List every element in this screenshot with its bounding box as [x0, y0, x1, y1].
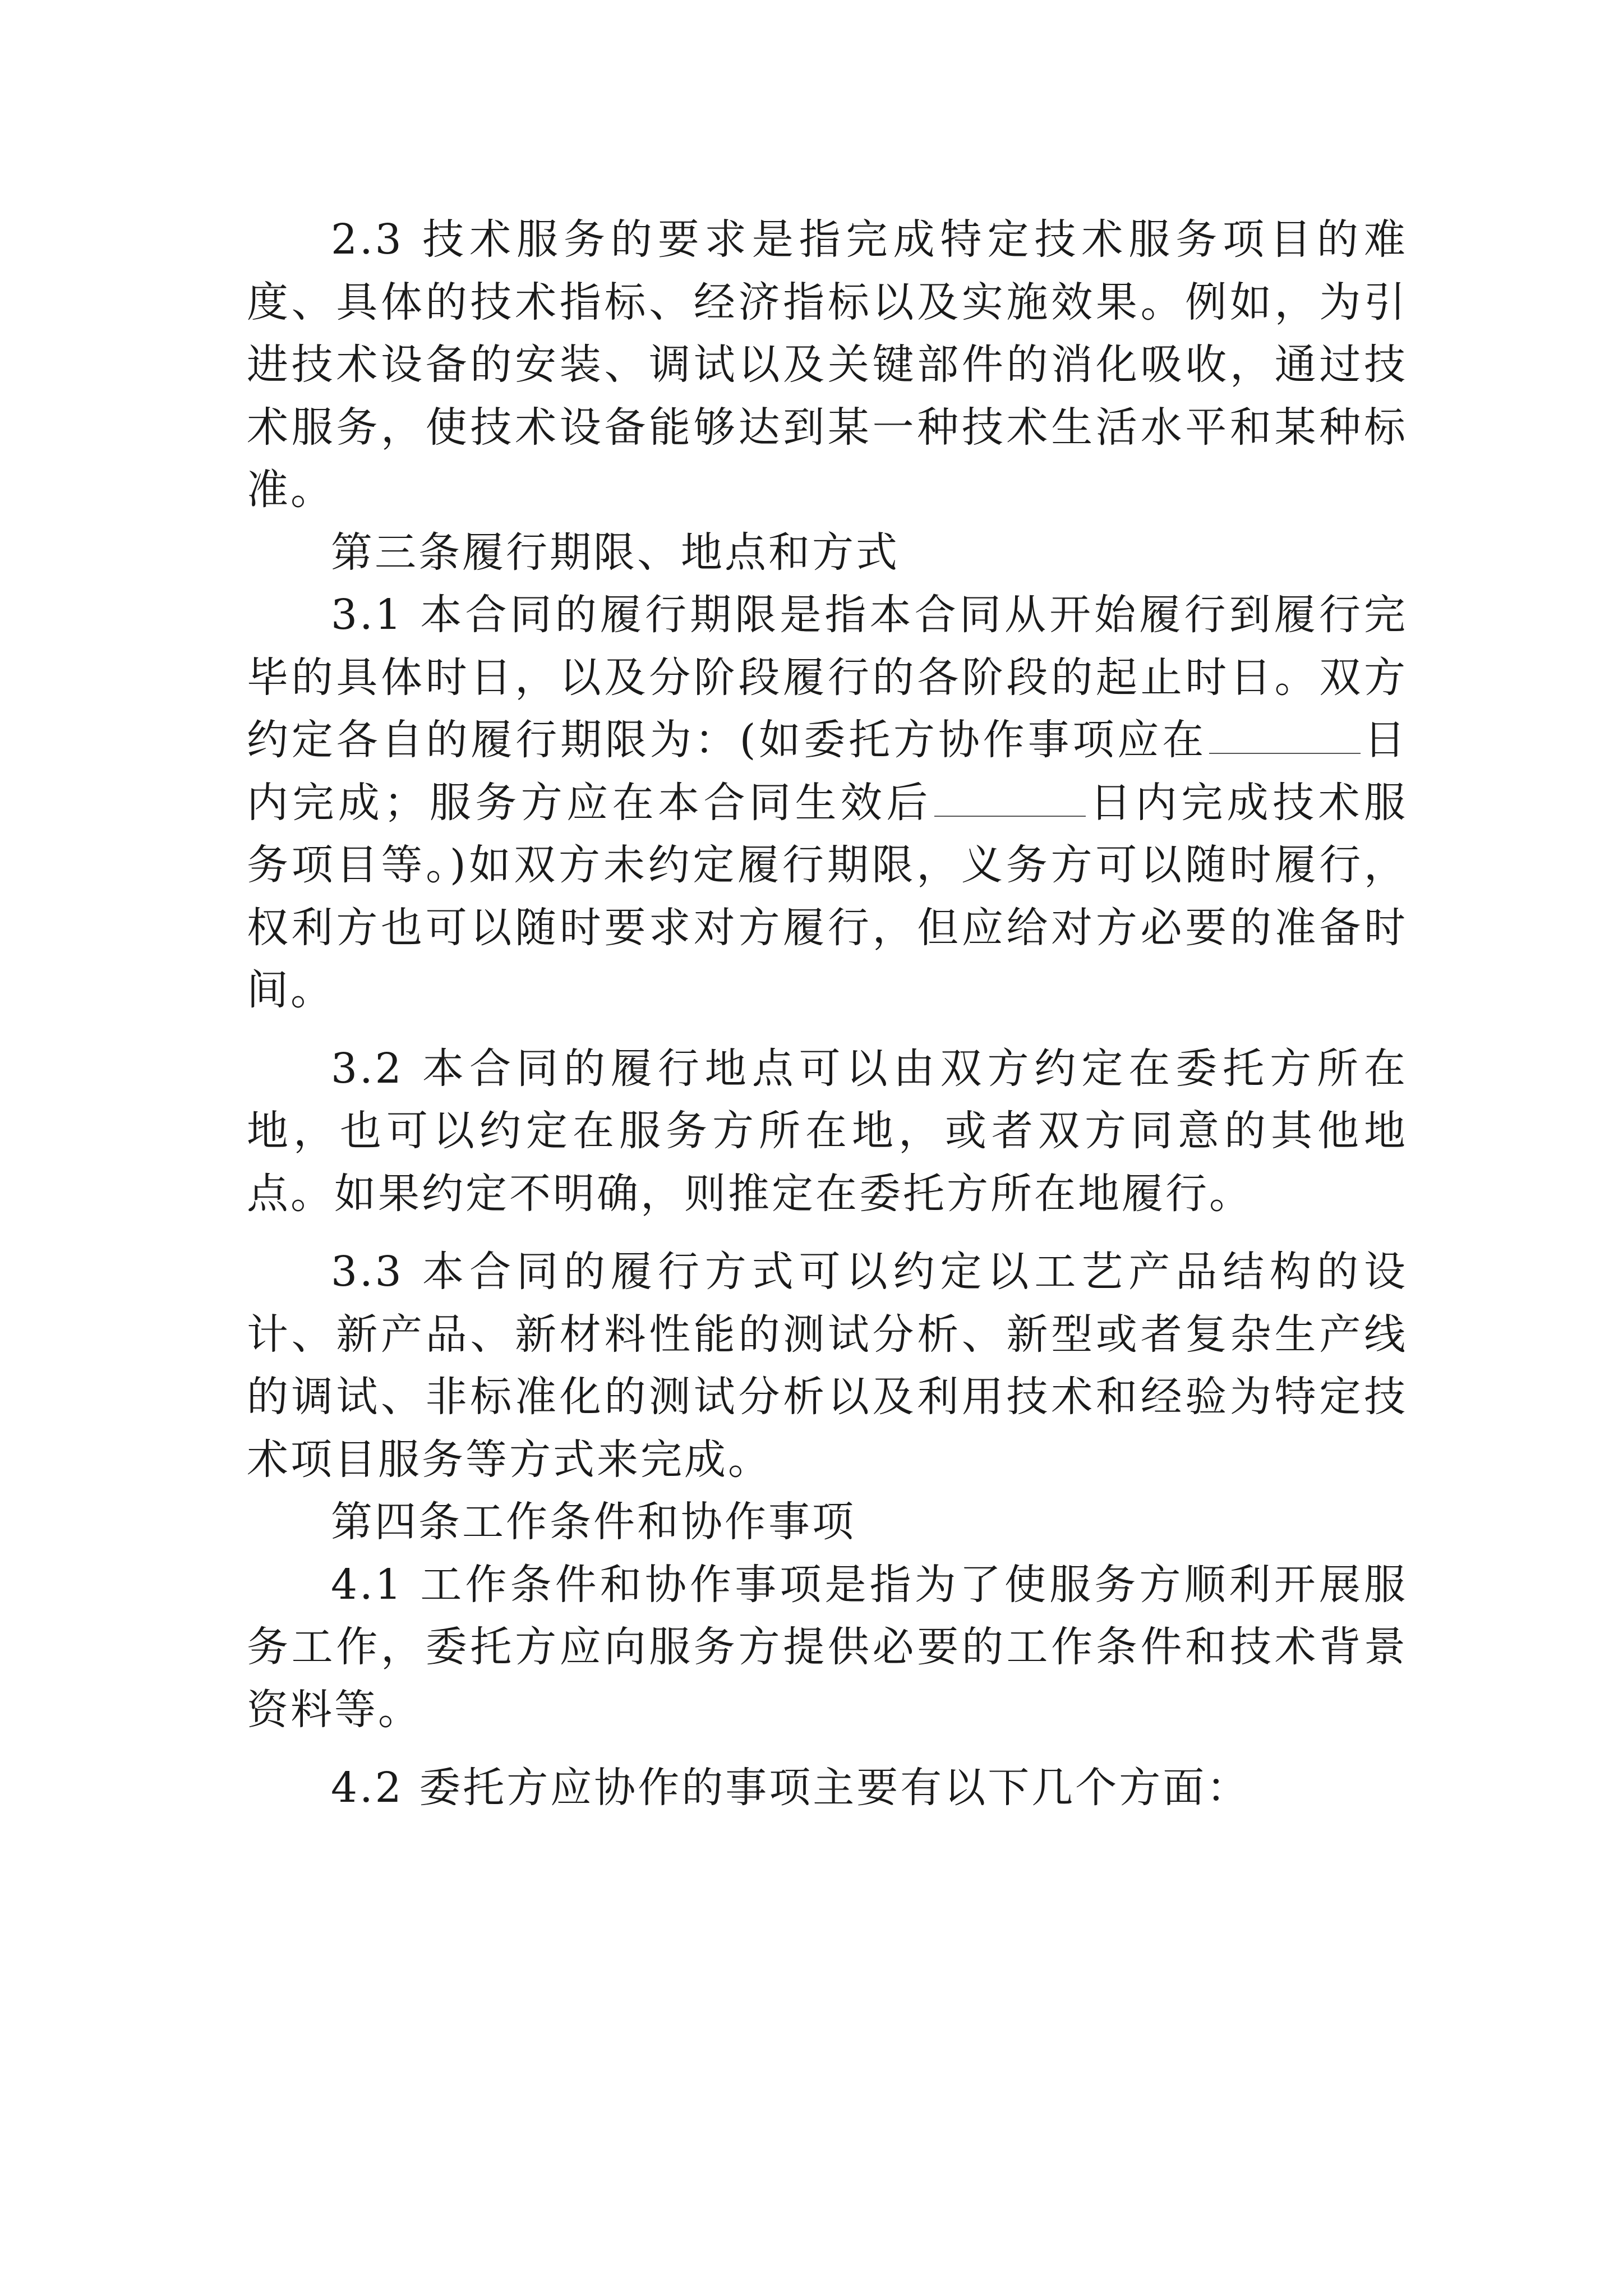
paragraph-3-2: 3.2 本合同的履行地点可以由双方约定在委托方所在地，也可以约定在服务方所在地，或者双方同意的其他地点。如果约定不明确，则推定在委托方所在地履行。: [247, 1044, 1408, 1218]
paragraph-3-1-part-a: 3.1 本合同的履行期限是指本合同从开始履行到履行完毕的具体时日，以及分阶段履行的各阶段的起止时日。双方约定各自的履行期限为：(如委托方协作事项应在: [247, 591, 1408, 764]
document-body: [247, 209, 1408, 1820]
blank-fill-line: [934, 776, 1086, 817]
paragraph-3-3: 3.3 本合同的履行方式可以约定以工艺产品结构的设计、新产品、新材料性能的测试分析、新型或者复杂生产线的调试、非标准化的测试分析以及利用技术和经验为特定技术项目服务等方式来完成。: [247, 1248, 1408, 1484]
paragraph-2-3: 2.3 技术服务的要求是指完成特定技术服务项目的难度、具体的技术指标、经济指标以及实施效果。例如，为引进技术设备的安装、调试以及关键部件的消化吸收，通过技术服务，使技术设备能够达到某一种技术生活水平和某种标准。: [247, 215, 1408, 514]
paragraph-3-1-part-c: 日内完成技术服务项目等。)如双方未约定履行期限，义务方可以随时履行，权利方也可以随时要求对方履行，但应给对方必要的准备时间。: [247, 778, 1408, 1014]
paragraph-4-1: 4.1 工作条件和协作事项是指为了使服务方顺利开展服务工作，委托方应向服务方提供必要的工作条件和技术背景资料等。: [247, 1560, 1408, 1734]
paragraph-3-1-part-b: 日内完成；服务方应在本合同生效后: [247, 716, 1408, 827]
paragraph-3-1: [247, 584, 1408, 1022]
paragraph-4-2: 4.2 委托方应协作的事项主要有以下几个方面：: [331, 1764, 1251, 1812]
article-4-heading: 第四条工作条件和协作事项: [331, 1498, 856, 1546]
article-3-heading: 第三条履行期限、地点和方式: [331, 528, 900, 577]
blank-fill-line: [1209, 714, 1361, 754]
